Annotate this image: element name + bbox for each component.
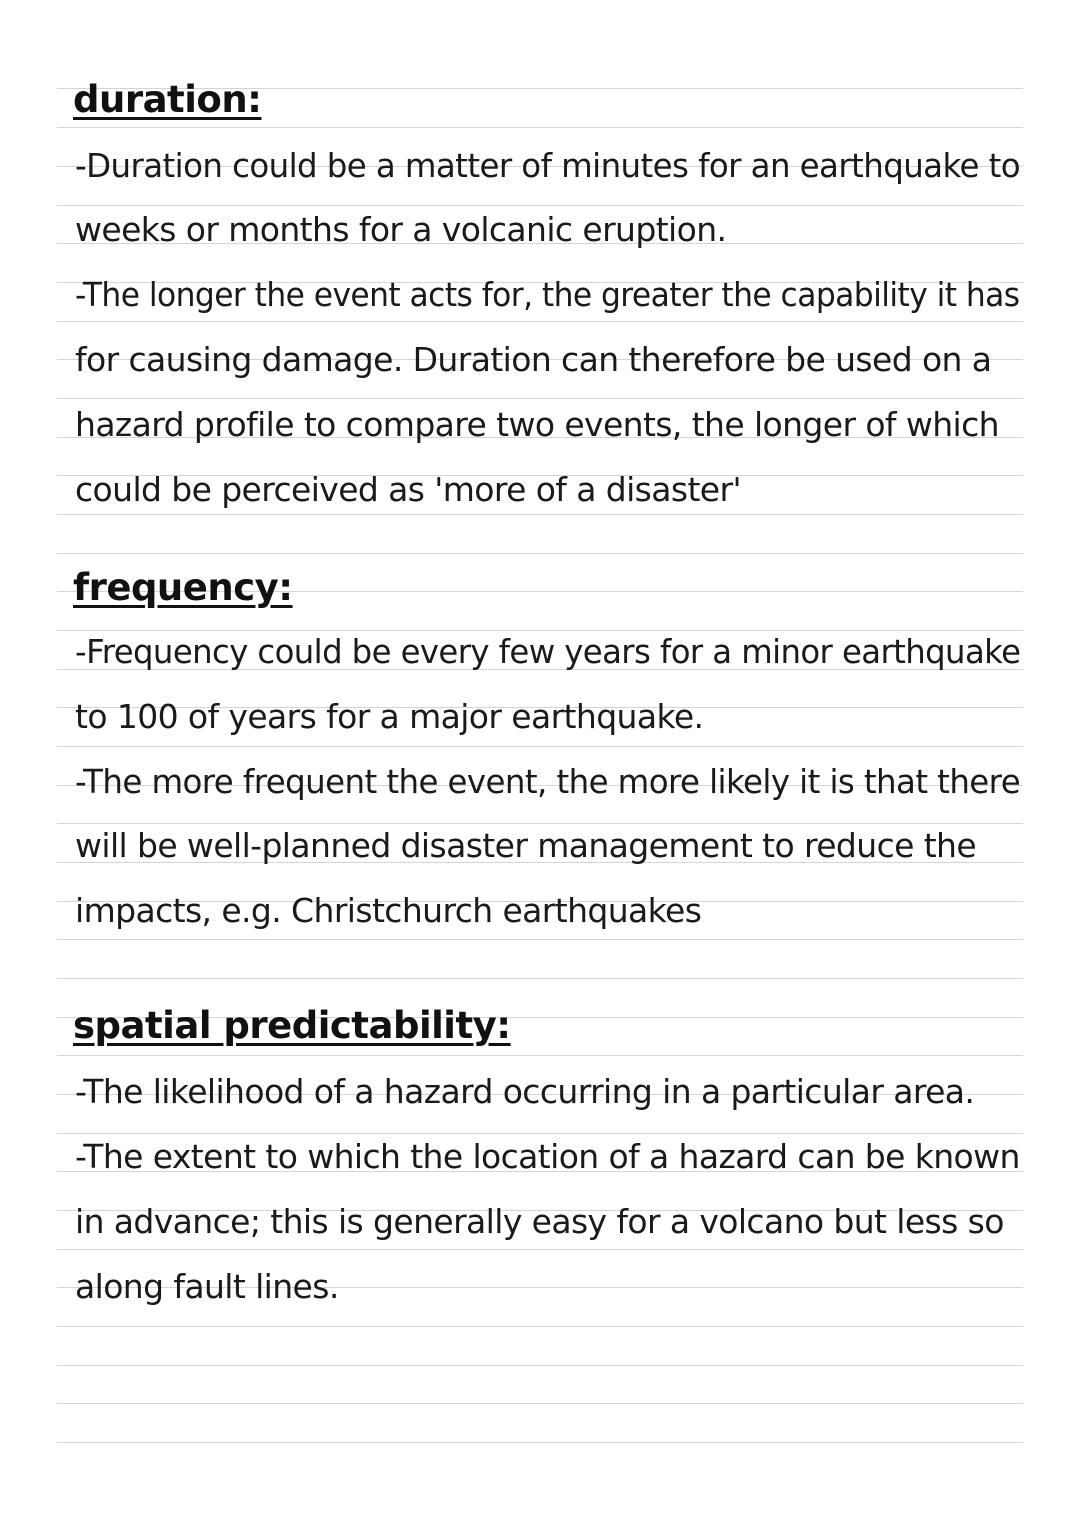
ruled-line [57, 630, 1023, 631]
frequency-line-4: will be well-planned disaster management to reduce the [75, 826, 977, 865]
frequency-line-3: -The more frequent the event, the more likely it is that there [75, 762, 1021, 801]
duration-line-6: could be perceived as 'more of a disaster' [75, 470, 741, 509]
ruled-line [57, 1442, 1023, 1443]
spatial-line-3: in advance; this is generally easy for a volcano but less so [75, 1202, 1004, 1241]
spatial-line-1: -The likelihood of a hazard occurring in a particular area. [75, 1072, 975, 1111]
ruled-line [57, 1403, 1023, 1404]
ruled-line [57, 1133, 1023, 1134]
spatial-line-2: -The extent to which the location of a hazard can be known [75, 1137, 1020, 1176]
section-heading-frequency: frequency: [73, 566, 293, 609]
ruled-line [57, 823, 1023, 824]
duration-line-5: hazard profile to compare two events, the longer of which [75, 405, 999, 444]
ruled-line [57, 1365, 1023, 1366]
section-heading-spatial-predictability: spatial predictability: [73, 1004, 511, 1047]
ruled-line [57, 978, 1023, 979]
duration-line-2: weeks or months for a volcanic eruption. [75, 210, 727, 249]
duration-line-3: -The longer the event acts for, the greater the capability it has [75, 275, 1020, 314]
frequency-line-1: -Frequency could be every few years for a minor earthquake [75, 632, 1021, 671]
duration-line-1: -Duration could be a matter of minutes for an earthquake to [75, 146, 1021, 185]
duration-line-4: for causing damage. Duration can therefore be used on a [75, 340, 992, 379]
spatial-line-4: along fault lines. [75, 1267, 339, 1306]
frequency-line-5: impacts, e.g. Christchurch earthquakes [75, 891, 702, 930]
section-heading-duration: duration: [73, 78, 262, 121]
ruled-line [57, 553, 1023, 554]
frequency-line-2: to 100 of years for a major earthquake. [75, 697, 704, 736]
